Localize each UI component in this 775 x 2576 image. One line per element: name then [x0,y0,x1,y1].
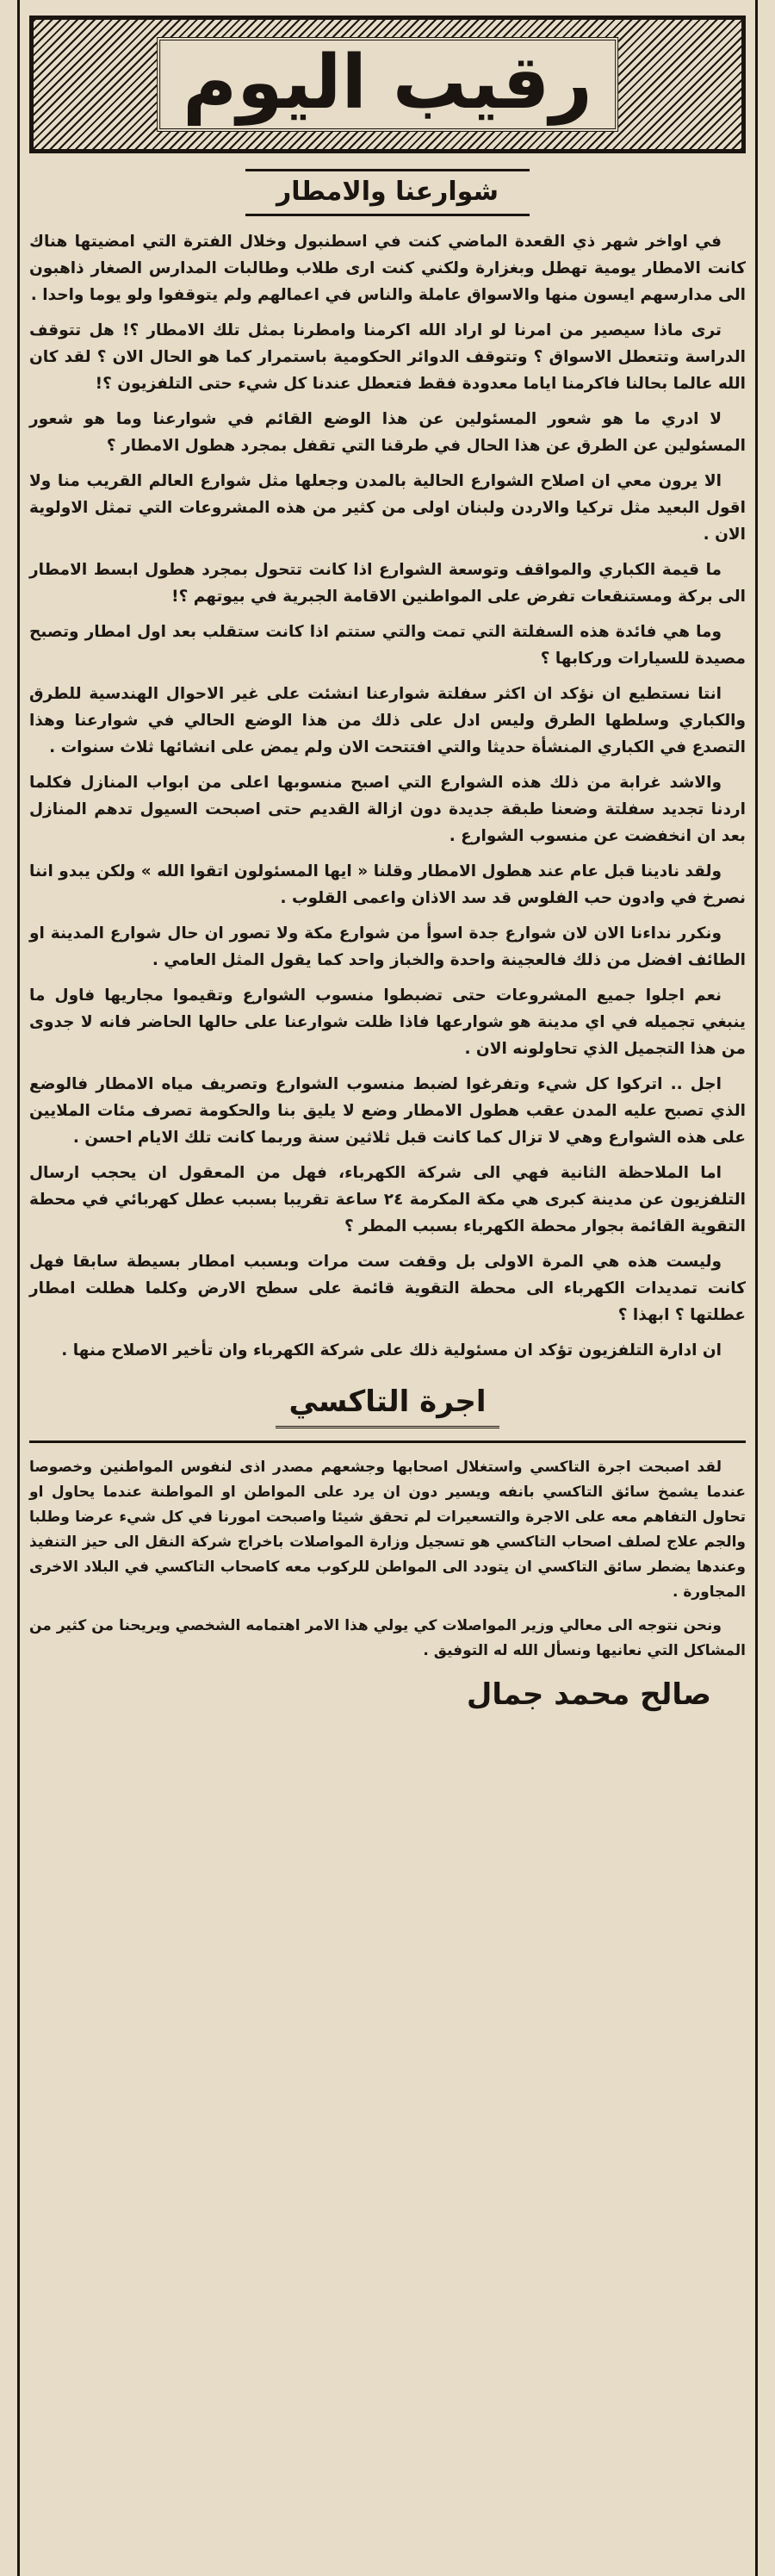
frame-border-left [17,0,20,2576]
article-body-taxi [29,1455,746,1664]
paragraph: ولقد نادينا قبل عام عند هطول الامطار وقلنا « ايها المسئولون اتقوا الله » ولكن يبدو اننا نصرخ في وادون حب الفلوس قد سد الاذان واعمى القلوب . [29,862,746,907]
paragraph: نعم اجلوا جميع المشروعات حتى تضبطوا منسوب الشوارع وتقيموا مجاريها فاول ما ينبغي تجميله في اي مدينة هو شوارعها فاذا ظلت شوارعنا على حالها الحاضر فانه لا جدوى من هذا التجميل الذي تحاولونه الان . [29,986,746,1058]
paragraph: لا ادري ما هو شعور المسئولين عن هذا الوضع القائم في شوارعنا وما هو شعور المسئولين عن الطرق عن هذا الحال في طرقنا التي تقفل بمجرد هطول الامطار ؟ [29,410,746,455]
paragraph: وما هي فائدة هذه السفلتة التي تمت والتي ستتم اذا كانت ستقلب بعد اول امطار وتصبح مصيدة للسيارات وركابها ؟ [29,623,746,668]
paragraph: لقد اصبحت اجرة التاكسي واستغلال اصحابها وجشعهم مصدر اذى لنفوس المواطنين وخصوصا عندما يشمخ سائق التاكسي بانفه ويسير دون ان يرد على المواطن او المواطنة عندما يحاول او تحاول التفاهم معه على الاجرة والتسعيرات لم تحقق شيئا واصبحت امورنا في كل شيء عرضا وطلبا والجم علاج لصلف اصحاب التاكسي هو تسجيل وزارة المواصلات باخراج شركة النقل الى حيز التنفيذ وعندها يضطر سائق التاكسي ان يتودد الى المواطن للركوب معه كاصحاب التاكسي في البلاد الاخرى المجاورة . [29,1459,746,1601]
paragraph: ترى ماذا سيصير من امرنا لو اراد الله اكرمنا وامطرنا بمثل تلك الامطار ؟! هل تتوقف الدراسة وتتعطل الاسواق ؟ وتتوقف الدوائر الحكومية باستمرار كما هو الحال الان ؟ لقد كان الله عالما بحالنا فاكرمنا اياما معدودة فقط فتعطل عندنا كل شيء حتى التلفزيون ؟! [29,321,746,393]
paragraph: انتا نستطيع ان نؤكد ان اكثر سفلتة شوارعنا انشئت على غير الاحوال الهندسية للطرق والكباري وسلطها الطرق وليس ادل على ذلك من هذا الوضع الحالي في شوارعنا وهذا التصدع في الكباري المنشأة حديثا والتي افتتحت الان ولم يمض على انشائها ثلاث سنوات . [29,685,746,756]
paragraph: اما الملاحظة الثانية فهي الى شركة الكهرباء، فهل من المعقول ان يحجب ارسال التلفزيون عن مدينة كبرى هي مكة المكرمة ٢٤ ساعة تقريبا بسبب عطل كهربائي في محطة التقوية القائمة بجوار محطة الكهرباء بسبب المطر ؟ [29,1164,746,1235]
paragraph: والاشد غرابة من ذلك هذه الشوارع التي اصبح منسوبها اعلى من ابواب المنازل فكلما اردنا تجديد سفلتة وضعنا طبقة جديدة دون ازالة القديم حتى اصبحت السيول تدهم المنازل بعد ان انخفضت عن منسوب الشوارع . [29,774,746,845]
paragraph: في اواخر شهر ذي القعدة الماضي كنت في اسطنبول وخلال الفترة التي امضيتها هناك كانت الامطار يومية تهطل وبغزارة ولكني كنت ارى طلاب وطالبات المدارس الصغار ذاهبون الى مدارسهم ايسون منها والاسواق عاملة والناس في اعمالهم ولم يتوقفوا ولو يوما واحدا . [29,233,746,304]
article-title-taxi: اجرة التاكسي [276,1379,499,1428]
section-divider [29,1440,746,1443]
paragraph: ان ادارة التلفزيون تؤكد ان مسئولية ذلك على شركة الكهرباء وان تأخير الاصلاح منها . [61,1341,722,1360]
column-masthead [29,16,746,153]
article-title-streets: شوارعنا والامطار [245,169,530,216]
author-signature: صالح محمد جمال [466,1677,711,1712]
paragraph: ما قيمة الكباري والمواقف وتوسعة الشوارع اذا كانت تتحول بمجرد هطول ابسط الامطار الى بركة ومستنقعات تفرض على المواطنين الاقامة الجبرية في بيوتهم ؟! [29,561,746,606]
paragraph: اجل .. اتركوا كل شيء وتفرغوا لضبط منسوب الشوارع وتصريف مياه الامطار فالوضع الذي تصبح عليه المدن عقب هطول الامطار وضع لا يليق بنا والحكومة تصرف مئات الملايين على هذه الشوارع وهي لا تزال كما كانت قبل ثلاثين سنة وربما كانت تلك الايام احسن . [29,1075,746,1147]
paragraph: الا يرون معي ان اصلاح الشوارع الحالية بالمدن وجعلها مثل شوارع العالم القريب منا ولا اقول البعيد مثل تركيا والاردن ولبنان اولى من كثير من هذه المشروعات التي تمثل الاولوية الان . [29,472,746,544]
paragraph: وليست هذه هي المرة الاولى بل وقفت ست مرات وبسبب امطار بسيطة سابقا فهل كانت تمديدات الكهرباء الى محطة التقوية قائمة على سطح الارض وكلما هطلت امطار عطلتها ؟ ابهذا ؟ [29,1253,746,1324]
paragraph: ونكرر نداءنا الان لان شوارع جدة اسوأ من شوارع مكة ولا تصور ان حال شوارع المدينة او الطائف افضل من ذلك فالعجينة واحدة والخباز واحد كما يقول المثل العامي . [29,924,746,969]
article-body-streets [29,228,746,1364]
paragraph: ونحن نتوجه الى معالي وزير المواصلات كي يولي هذا الامر اهتمامه الشخصي ويريحنا من كثير من المشاكل التي نعانيها ونسأل الله له التوفيق . [29,1617,746,1659]
frame-border-right [755,0,758,2576]
masthead-title: رقيب اليوم [157,37,618,132]
